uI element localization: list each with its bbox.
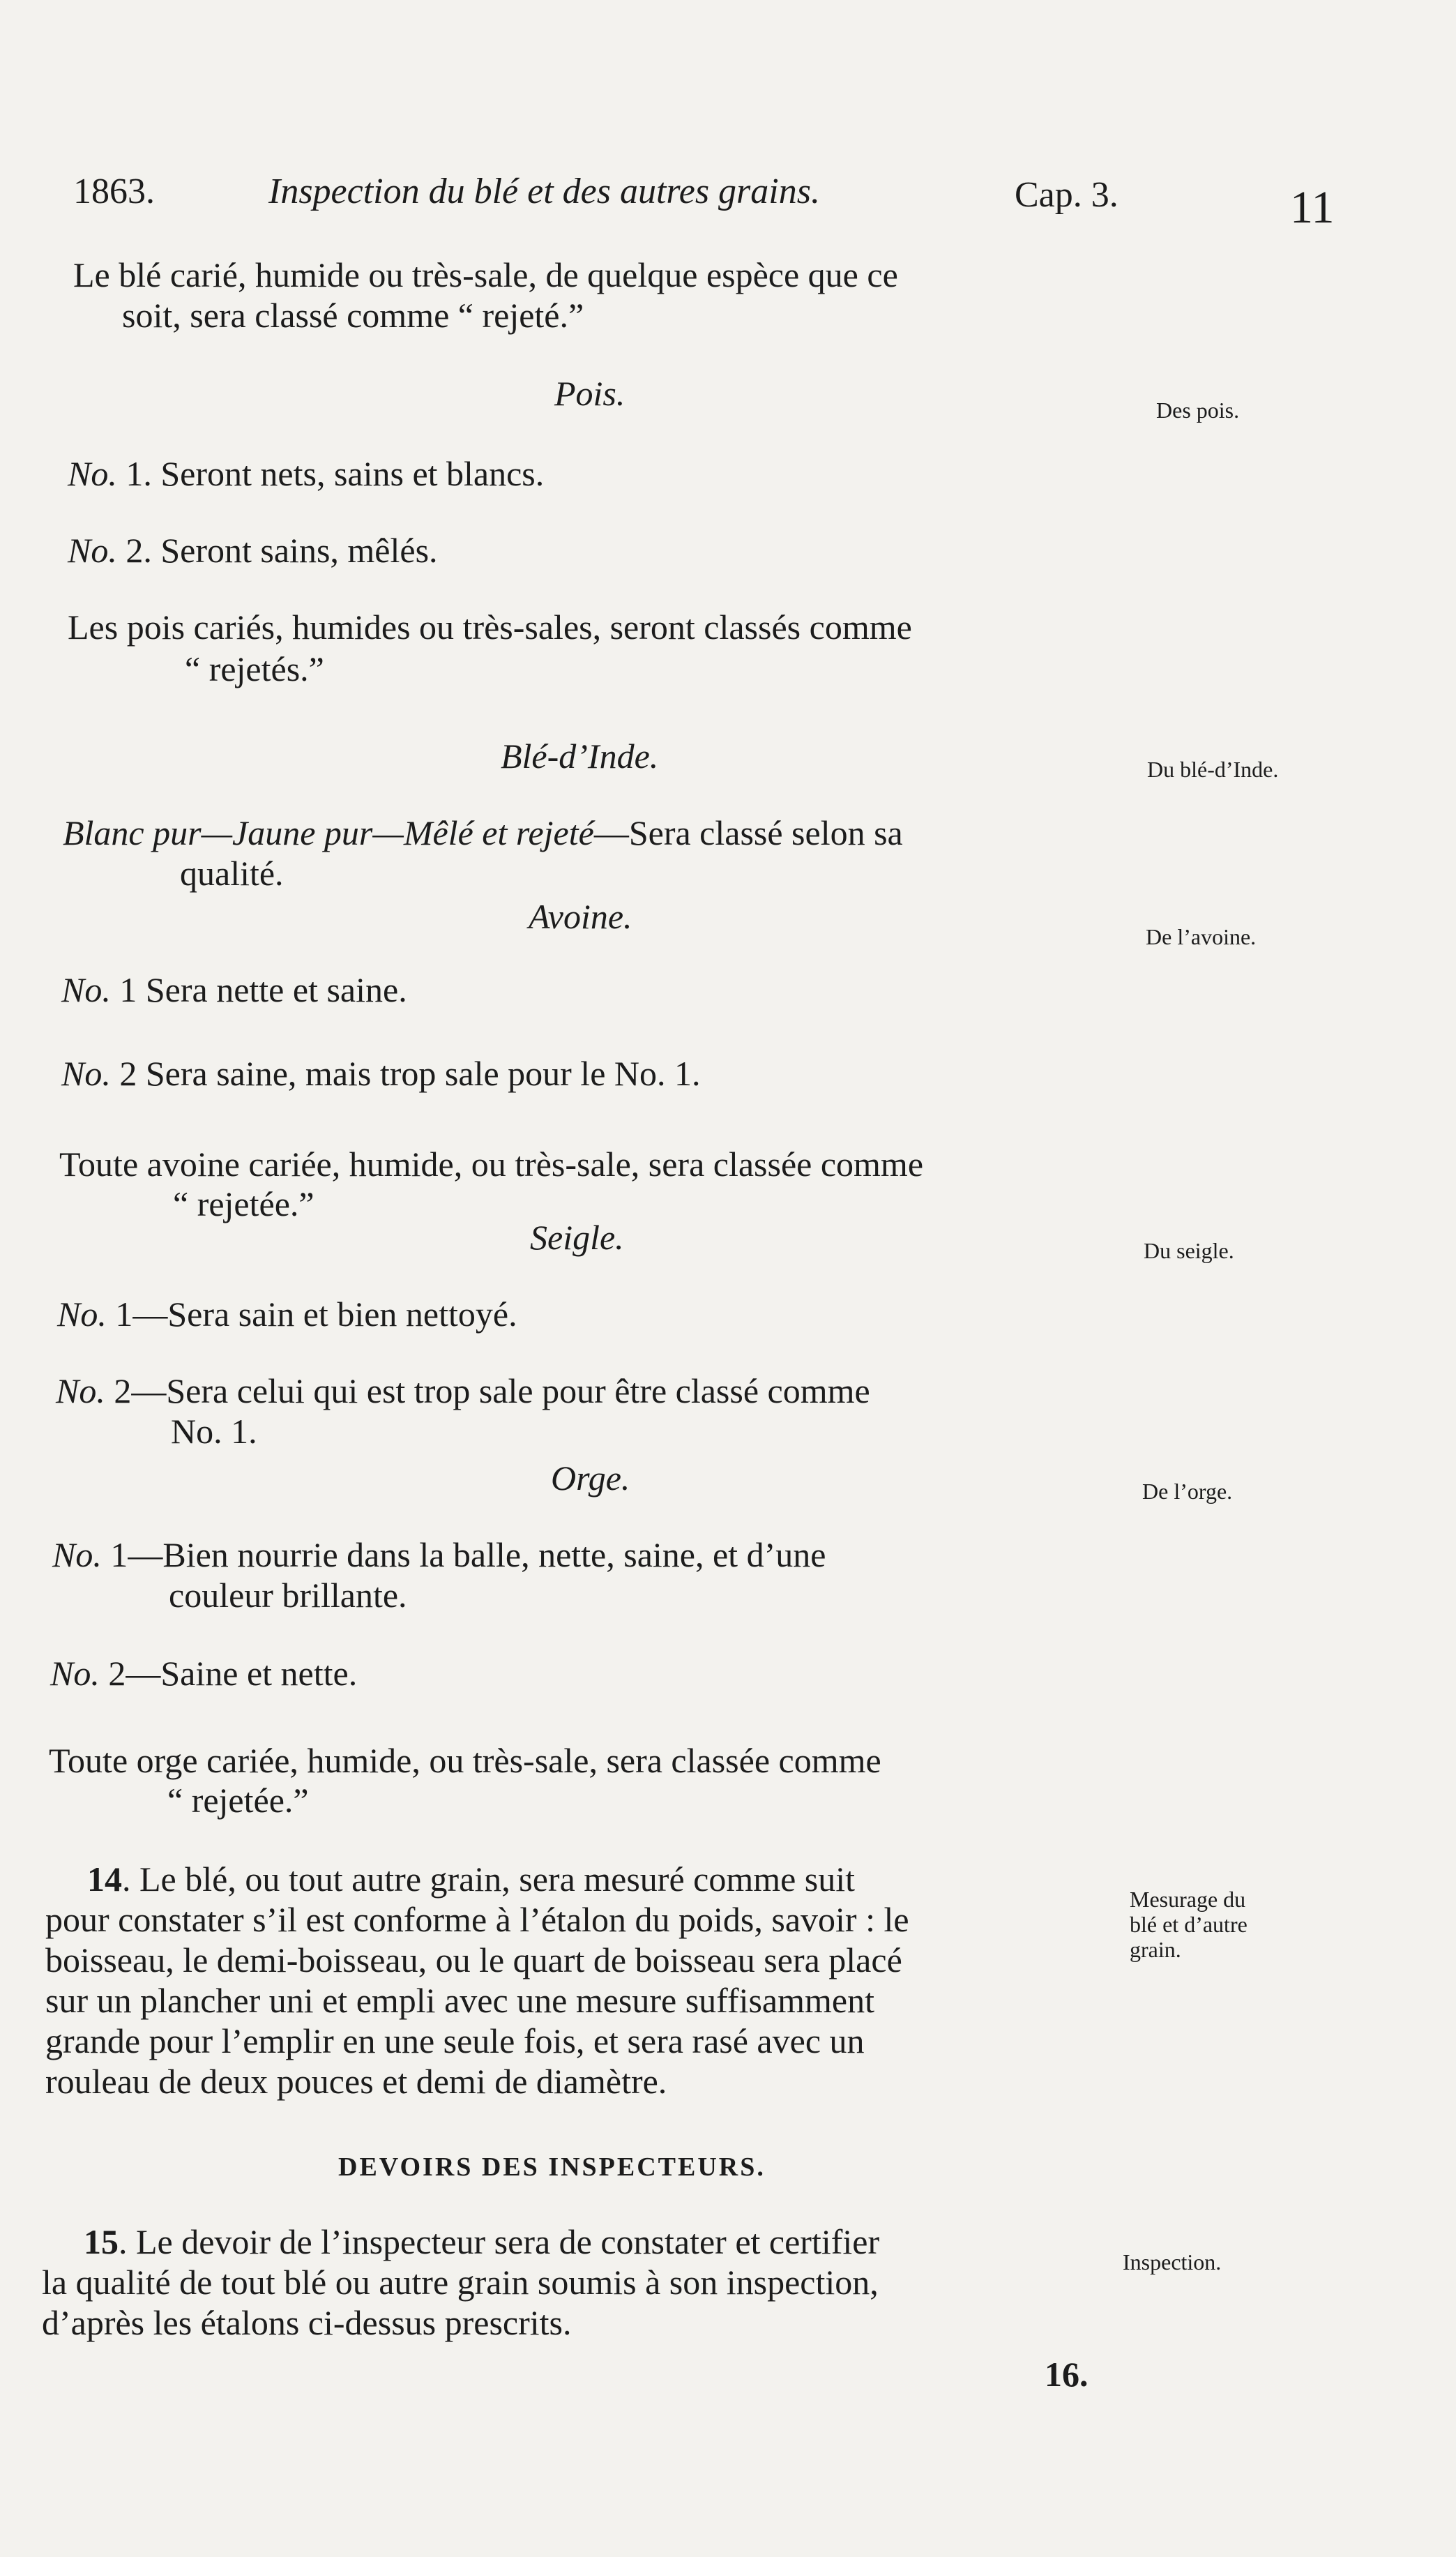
- side-note-seigle: Du seigle.: [1144, 1238, 1234, 1263]
- heading-ble-dinde: Blé-d’Inde.: [501, 737, 659, 776]
- seigle-no1: No. 1—Sera sain et bien nettoyé.: [57, 1295, 517, 1334]
- side-note-orge: De l’orge.: [1142, 1479, 1233, 1504]
- section-15-line-1: 15. Le devoir de l’inspecteur sera de constater et certifier: [84, 2222, 880, 2261]
- section-15-line-3: d’après les étalons ci-dessus prescrits.: [42, 2303, 572, 2342]
- section-14-line-6: rouleau de deux pouces et demi de diamètre.: [45, 2062, 667, 2101]
- opening-line-1: Le blé carié, humide ou très-sale, de quelque espèce que ce: [73, 255, 898, 294]
- page-number: 11: [1290, 182, 1335, 233]
- opening-line-2: soit, sera classé comme “ rejeté.”: [122, 296, 584, 335]
- orge-no1: No. 1—Bien nourrie dans la balle, nette, saine, et d’une: [52, 1535, 826, 1574]
- orge-rejected-line-1: Toute orge cariée, humide, ou très-sale, sera classée comme: [49, 1741, 881, 1780]
- side-note-inspection: Inspection.: [1123, 2249, 1222, 2275]
- section-14-line-2: pour constater s’il est conforme à l’étalon du poids, savoir : le: [45, 1900, 909, 1939]
- seigle-no2: No. 2—Sera celui qui est trop sale pour être classé comme: [56, 1371, 870, 1410]
- avoine-no1: No. 1 Sera nette et saine.: [61, 970, 407, 1009]
- section-14-number: 14: [87, 1860, 122, 1899]
- seigle-no2-line-2: No. 1.: [171, 1412, 257, 1451]
- section-14-line-4: sur un plancher uni et empli avec une mesure suffisamment: [45, 1981, 874, 2020]
- heading-orge: Orge.: [551, 1458, 630, 1498]
- avoine-no2: No. 2 Sera saine, mais trop sale pour le No. 1.: [61, 1054, 701, 1093]
- pois-rejected-line-1: Les pois cariés, humides ou très-sales, seront classés comme: [68, 608, 912, 647]
- orge-rejected-line-2: “ rejetée.”: [167, 1781, 309, 1820]
- header-year: 1863.: [73, 172, 155, 211]
- avoine-rejected-line-2: “ rejetée.”: [173, 1184, 314, 1223]
- pois-no2: No. 2. Seront sains, mêlés.: [68, 531, 438, 570]
- header-chapter: Cap. 3.: [1015, 175, 1118, 215]
- side-note-mesurage: Mesurage du blé et d’autre grain.: [1130, 1887, 1248, 1962]
- heading-avoine: Avoine.: [529, 897, 632, 936]
- heading-seigle: Seigle.: [530, 1218, 624, 1257]
- side-note-avoine: De l’avoine.: [1146, 924, 1257, 949]
- pois-rejected-line-2: “ rejetés.”: [185, 649, 324, 688]
- orge-no2: No. 2—Saine et nette.: [50, 1654, 358, 1693]
- section-14-line-5: grande pour l’emplir en une seule fois, et sera rasé avec un: [45, 2021, 865, 2060]
- section-14-line-1: 14. Le blé, ou tout autre grain, sera mesuré comme suit: [87, 1860, 856, 1899]
- side-note-ble-dinde: Du blé-d’Inde.: [1147, 757, 1279, 782]
- catchword: 16.: [1045, 2355, 1089, 2394]
- section-15-number: 15: [84, 2222, 119, 2261]
- ble-dinde-line-1: Blanc pur—Jaune pur—Mêlé et rejeté—Sera classé selon sa: [63, 813, 903, 852]
- avoine-rejected-line-1: Toute avoine cariée, humide, ou très-sale, sera classée comme: [59, 1145, 924, 1184]
- section-heading-devoirs: DEVOIRS DES INSPECTEURS.: [338, 2152, 766, 2182]
- ble-dinde-line-2: qualité.: [180, 854, 284, 893]
- header-title: Inspection du blé et des autres grains.: [268, 172, 820, 211]
- pois-no1: No. 1. Seront nets, sains et blancs.: [68, 454, 545, 493]
- section-15-line-2: la qualité de tout blé ou autre grain soumis à son inspection,: [42, 2263, 879, 2302]
- side-note-pois: Des pois.: [1156, 398, 1240, 423]
- heading-pois: Pois.: [554, 374, 625, 413]
- section-14-line-3: boisseau, le demi-boisseau, ou le quart de boisseau sera placé: [45, 1940, 902, 1979]
- orge-no1-line-2: couleur brillante.: [169, 1576, 407, 1615]
